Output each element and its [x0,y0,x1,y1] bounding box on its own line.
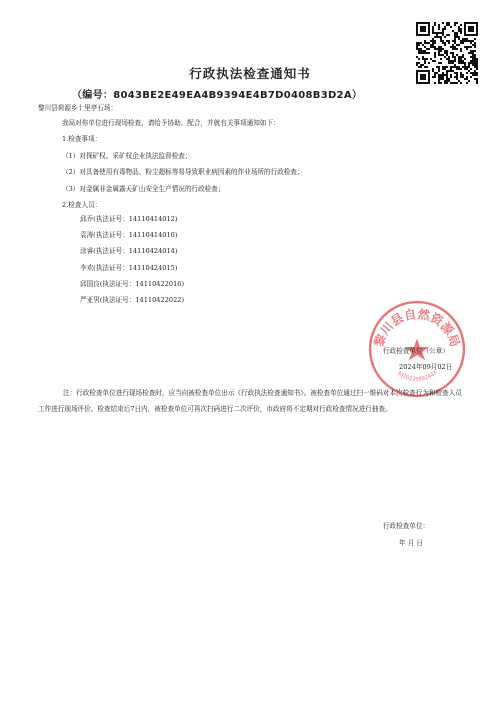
signature-date-label: 年 月 日 [399,539,423,547]
document-title: 行政执法检查通知书 [189,66,311,81]
inspector-entry: 袁涛(执法证号：14110414010) [80,231,178,239]
inspection-item: （2）对具备使用有毒物品、粉尘超标等易导致职业病因素的作业场所的行政检查； [62,168,304,176]
inspector-entry: 涂睿(执法证号：14110424014) [80,247,178,255]
section-inspection-items-title: 1.检查事项： [62,135,102,143]
inspector-entry: 邱国良(执法证号：14110422016) [80,280,185,288]
inspection-item: （1）对探矿权、采矿权企业执法监督检查； [62,152,192,160]
footnote-paragraph: 注：行政检查单位进行现场检查时，应当向被检查单位出示《行政执法检查通知书》。被检查单位通过扫一维码对本次检查行为和检查人员工作进行现场评价。检查结束后7日内，被检查单位可再次扫码进行二次评价，市政府将不定期对行政检查情况进行抽查。 [38,389,462,413]
inspection-item: （3）对金属非金属露天矿山安全生产情况的行政检查； [62,185,225,193]
intro-paragraph: 我局对你单位进行现场检查，请给予协助、配合，并就有关事项通知如下： [62,119,280,127]
inspector-entry: 严亚男(执法证号：14110422022) [80,296,185,304]
stamp-unit-label: 行政检查单位（公章） [383,347,449,355]
stamp-date: 2024年09月02日 [399,363,453,371]
signature-unit-label: 行政检查单位： [383,522,430,530]
inspector-entry: 李欢(执法证号：14110424015) [80,264,178,272]
document-number: （编号：8043BE2E49EA4B9394E4B7D0408B3D2A） [72,90,363,101]
addressee: 黎川县荷源乡十里亭石场： [38,104,118,112]
seal-number-text: 3610220002443 [395,370,439,383]
section-inspectors-title: 2.检查人员： [62,201,102,209]
seal-name-text: 黎川县自然资源局 [371,307,463,349]
inspector-entry: 邱乔(执法证号：14110414012) [80,215,178,223]
